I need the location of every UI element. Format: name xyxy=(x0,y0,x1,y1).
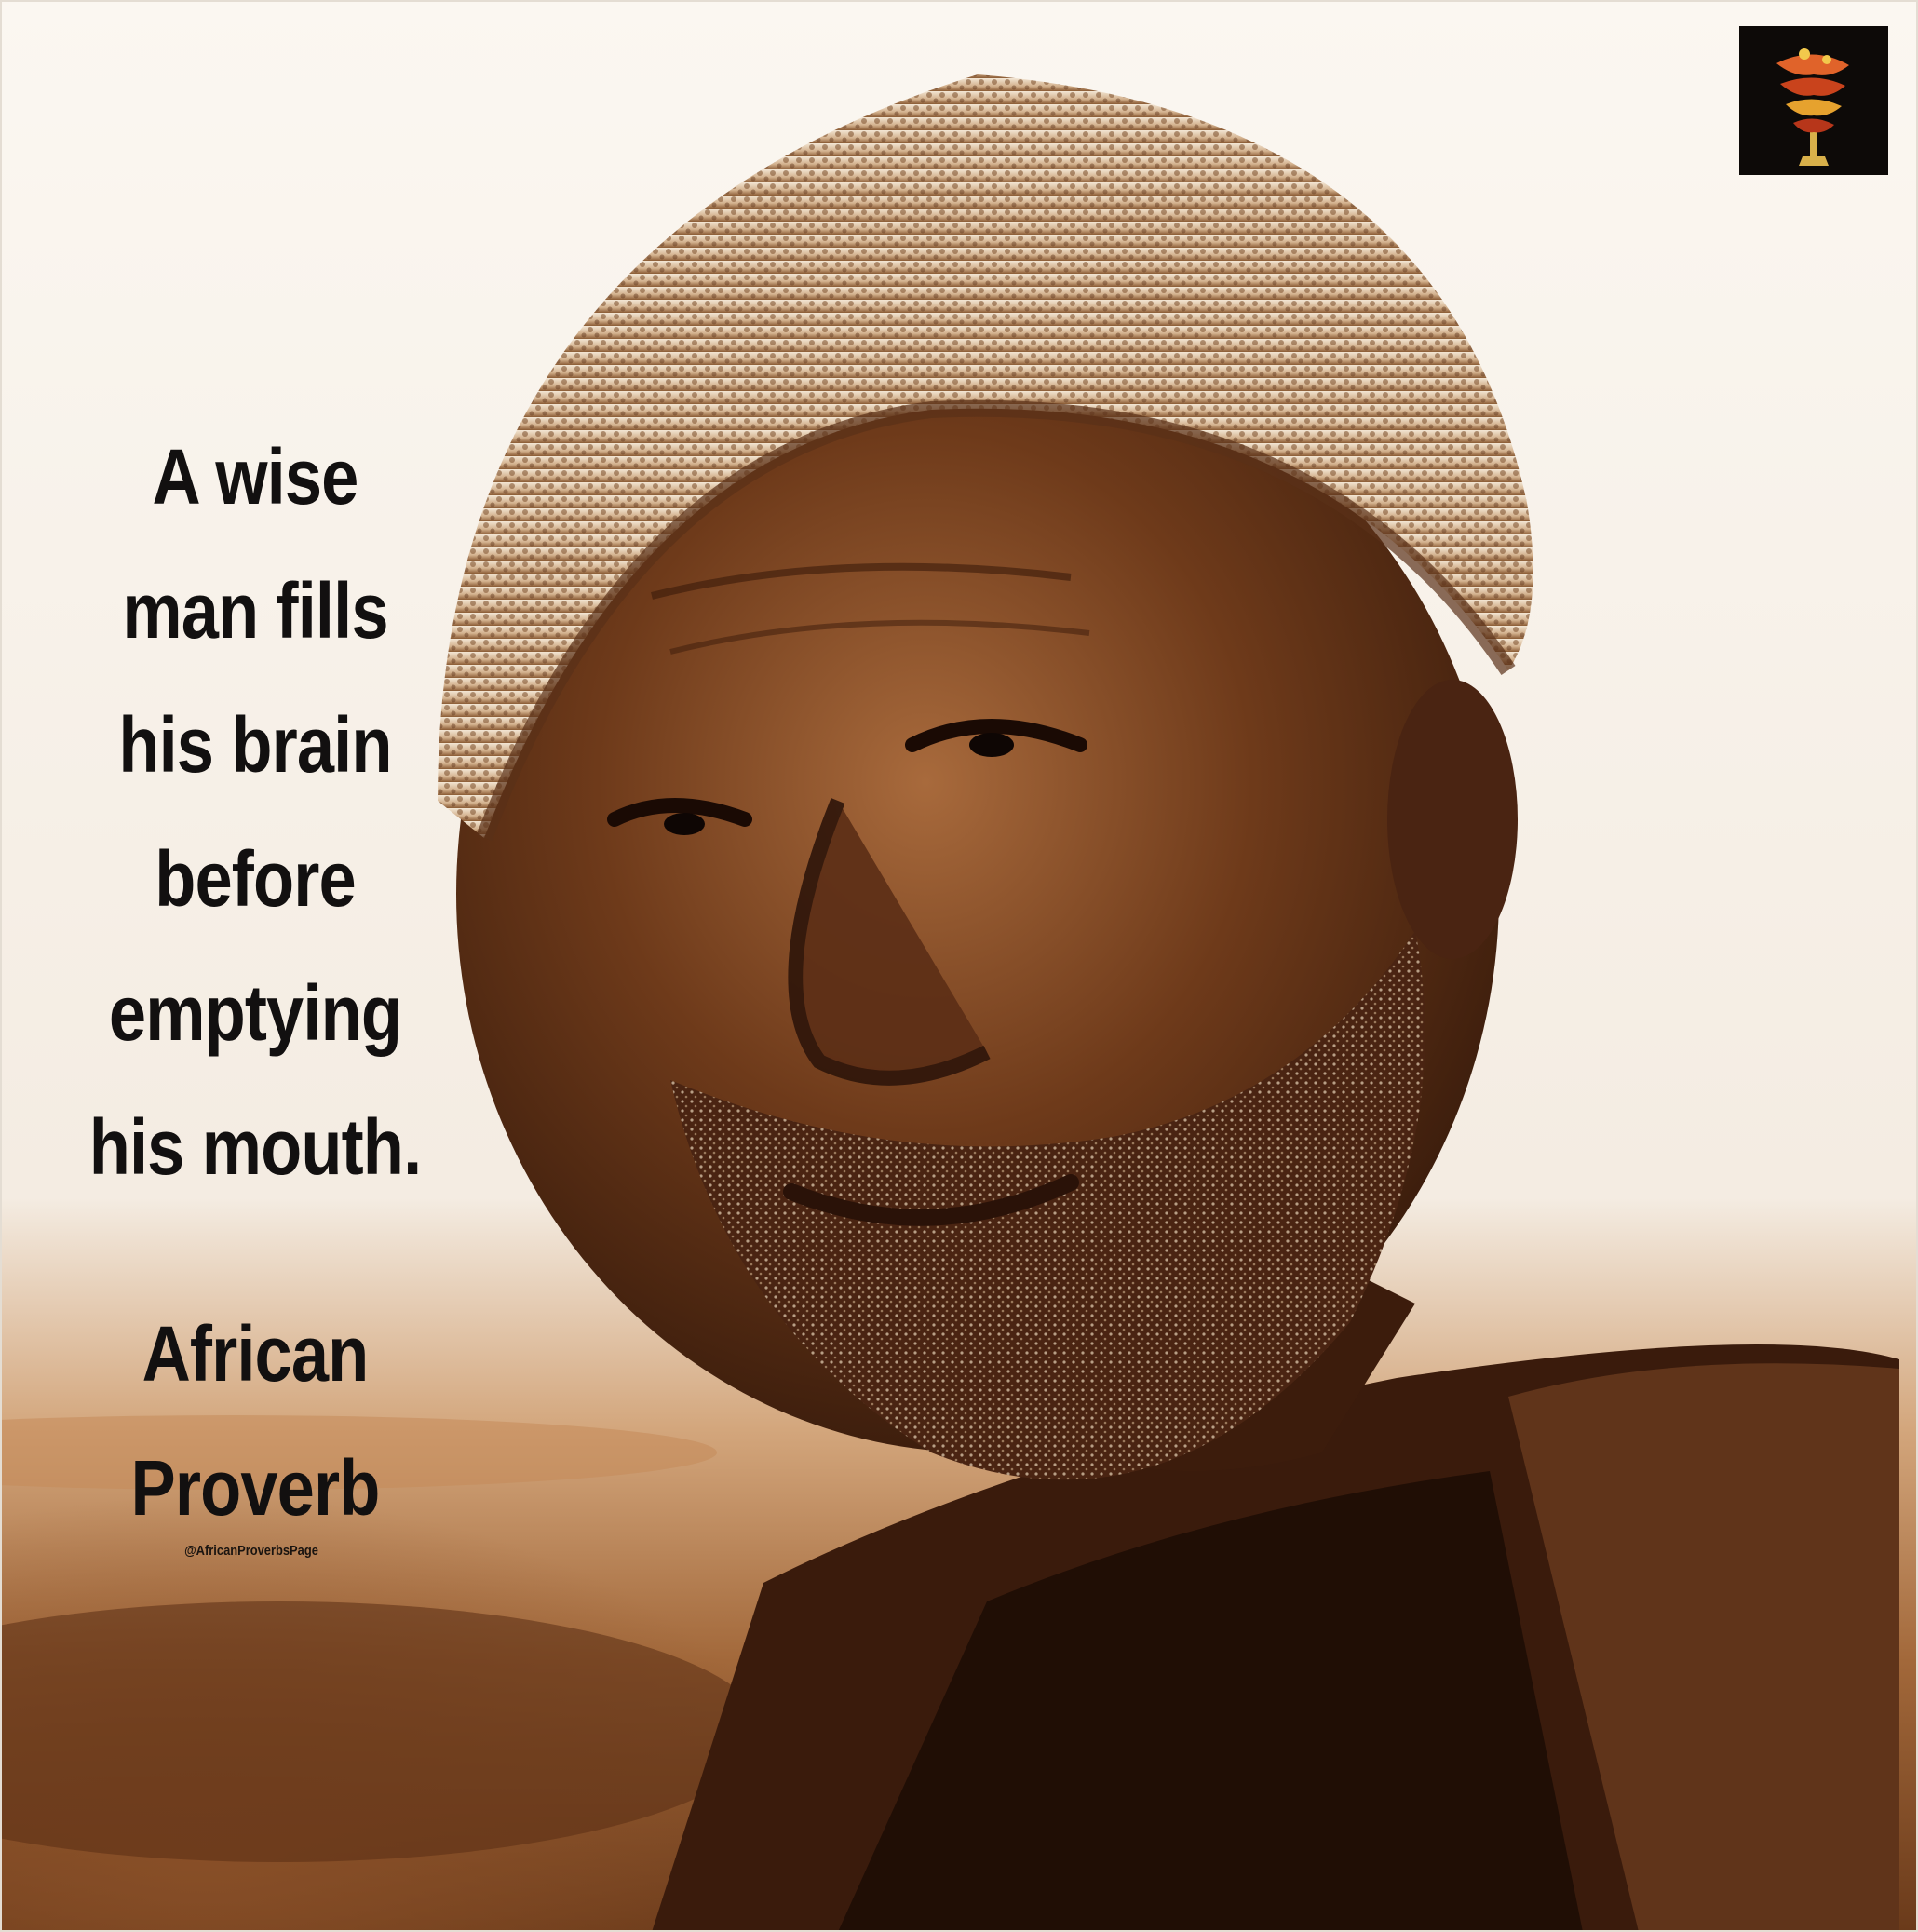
quote-line: man fills xyxy=(122,567,388,655)
attribution-line: Proverb xyxy=(130,1444,380,1532)
proverb-quote xyxy=(55,410,455,1214)
quote-line: A wise xyxy=(152,433,358,520)
quote-line: before xyxy=(155,835,356,923)
quote-line: his brain xyxy=(118,701,392,789)
social-handle: @AfricanProverbsPage xyxy=(184,1543,318,1559)
quote-line: emptying xyxy=(108,969,402,1057)
attribution-line: African xyxy=(142,1310,369,1398)
quote-line: his mouth. xyxy=(88,1103,422,1191)
tree-logo-icon xyxy=(1739,26,1888,175)
proverb-attribution xyxy=(55,1287,455,1555)
